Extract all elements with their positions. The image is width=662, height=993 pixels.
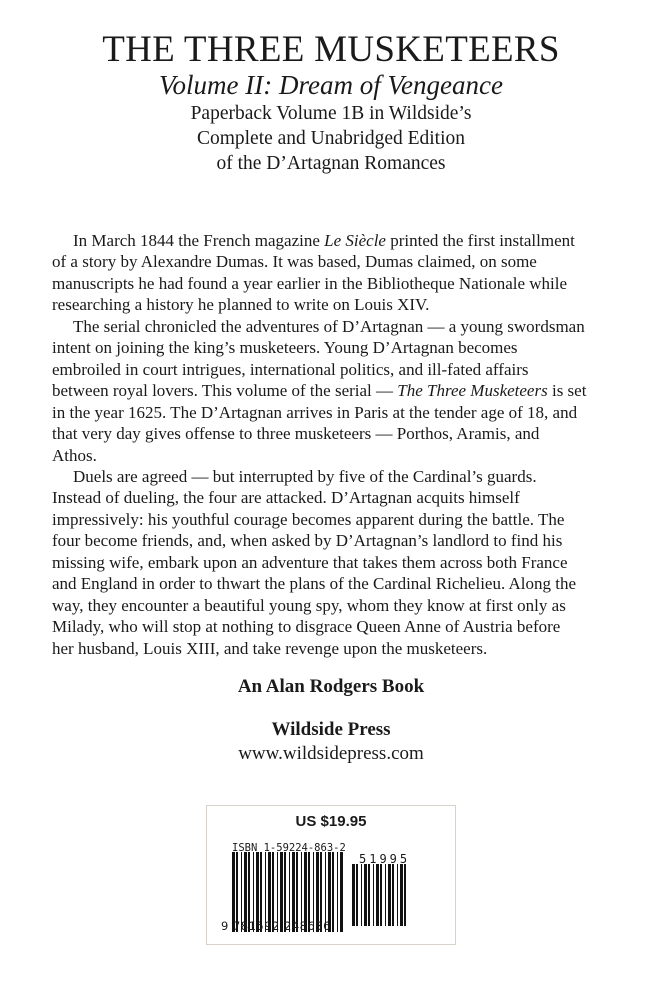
barcode-bar [340,852,343,932]
text-segment: intent on joining the king’s musketeers. Young D’Artagnan becomes [52,338,518,358]
price-addon-code: 51995 [359,852,411,866]
addon-bar [380,864,382,926]
text-line [52,638,632,659]
addon-bar [356,864,358,926]
paragraph [52,230,632,316]
text-line [52,530,632,551]
addon-bar [392,864,394,926]
text-line [52,509,632,530]
edition-line: of the D’Artagnan Romances [216,153,446,174]
italic-title: Le Siècle [324,231,386,250]
barcode-bar [337,852,338,932]
text-segment: researching a history he planned to write on Louis XIV. [52,295,430,315]
book-subtitle: Volume II: Dream of Vengeance [159,70,503,100]
text-line [52,337,632,358]
text-line [52,573,632,594]
addon-bar [397,864,398,926]
text-line [52,316,632,337]
addon-bar [385,864,386,926]
italic-title: The Three Musketeers [397,381,548,401]
isbn: ISBN 1-59224-863-2 [232,842,346,854]
text-segment: is set [547,381,587,401]
addon-bar [376,864,379,926]
text-segment: that very day gives offense to three musketeers — Porthos, Aramis, and [52,424,540,444]
text-segment: manuscripts he had found a year earlier in the Bibliotheque Nationale while [52,273,568,293]
text-segment: Milady, who will stop at nothing to disgrace Queen Anne of Austria before [52,617,561,637]
addon-bar [400,864,403,926]
text-line [52,466,632,487]
text-segment: between royal lovers. This volume of the serial — [52,381,398,401]
text-segment: way, they encounter a beautiful young spy, whom they know at first only as [52,595,566,615]
text-segment: printed the first installment [385,231,575,250]
text-line [52,273,632,294]
text-line [52,230,632,251]
barcode-label [206,805,456,945]
text-segment: Duels are agreed — but interrupted by five of the Cardinal’s guards. [73,466,537,486]
addon-bar [404,864,406,926]
addon-bar [364,864,367,926]
paragraph [52,466,632,659]
text-line [52,552,632,573]
addon-bar [352,864,355,926]
credit-line: An Alan Rodgers Book [237,676,425,697]
text-segment: Instead of dueling, the four are attacked. D’Artagnan acquits himself [52,488,520,508]
text-line [52,445,632,466]
text-segment: in the year 1625. The D’Artagnan arrives in Paris at the tender age of 18, and [52,402,578,422]
text-line [52,251,632,272]
text-segment: The serial chronicled the adventures of D’Artagnan — a young swordsman [73,316,585,336]
text-line [52,423,632,444]
blurb-text [52,230,632,659]
publisher-url: www.wildsidepress.com [238,743,424,764]
text-segment: embroiled in court intrigues, international politics, and ill-fated affairs [52,359,529,379]
text-line [52,402,632,423]
edition-info [0,101,662,176]
edition-line: Paperback Volume 1B in Wildside’s [190,103,472,124]
text-line [52,616,632,637]
text-line [52,294,632,315]
text-segment: her husband, Louis XIII, and take revenge upon the musketeers. [52,638,488,658]
text-segment: Athos. [52,445,97,465]
addon-bar [368,864,370,926]
text-segment: of a story by Alexandre Dumas. It was based, Dumas claimed, on some [52,252,537,272]
price: US $19.95 [295,813,367,830]
text-segment: In March 1844 the French magazine [73,231,325,250]
text-segment: missing wife, embark upon an adventure that takes them across both France [52,552,568,572]
ean-number: 9 781592 248636 [221,919,331,933]
paragraph [52,316,632,466]
text-line [52,380,632,401]
barcode-bar [332,852,334,932]
text-line [52,595,632,616]
book-title: THE THREE MUSKETEERS [102,29,560,70]
text-segment: four become friends, and, when asked by D’Artagnan’s landlord to find his [52,531,563,551]
text-line [52,359,632,380]
edition-line: Complete and Unabridged Edition [196,128,466,149]
addon-bar [373,864,374,926]
text-segment: and England in order to thwart the plans of the Cardinal Richelieu. Along the [52,574,577,594]
addon-bar [361,864,362,926]
publisher-name: Wildside Press [271,719,391,740]
text-segment: impressively: his youthful courage becomes apparent during the battle. The [52,509,565,529]
text-line [52,487,632,508]
addon-bar [388,864,391,926]
